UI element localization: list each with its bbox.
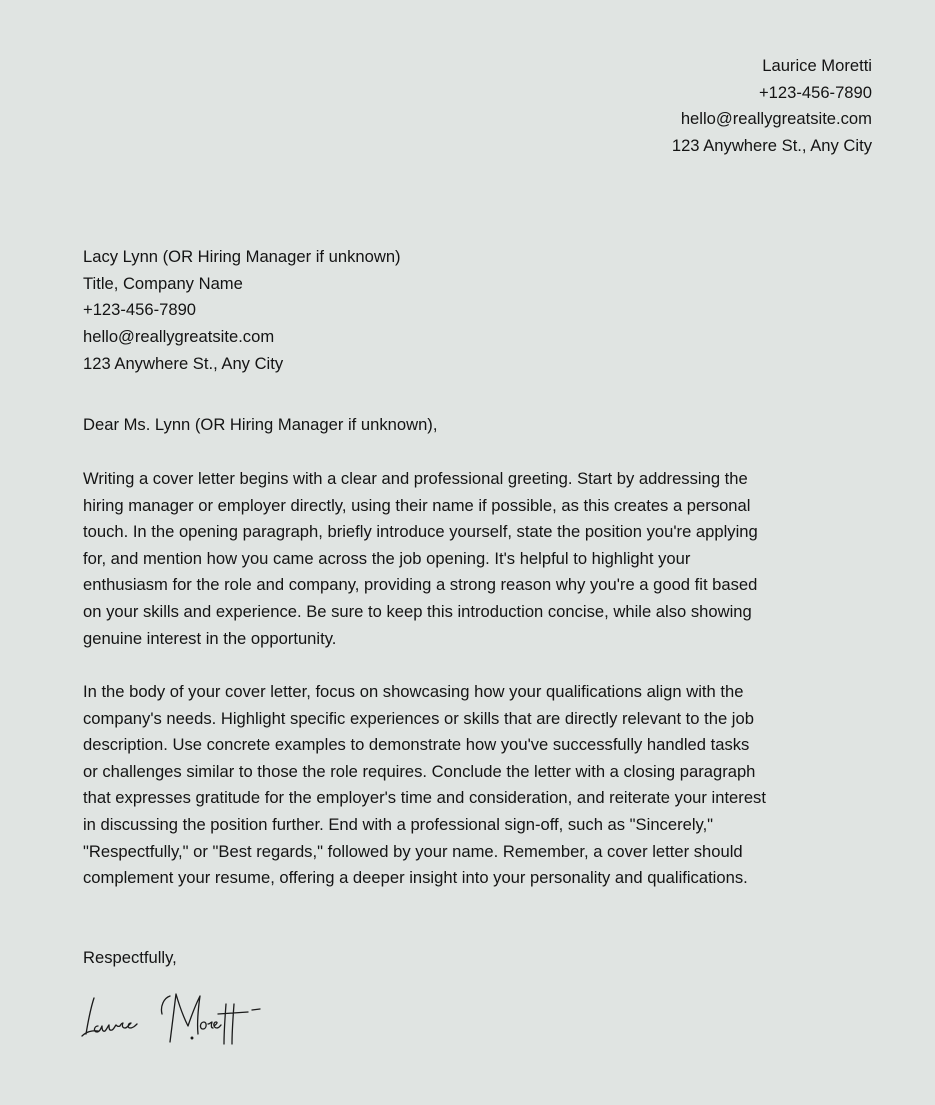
paragraph-line: company's needs. Highlight specific experiences or skills that are directly relevant to the job <box>83 708 754 728</box>
paragraph-line: in discussing the position further. End with a professional sign-off, such as "Sincerely," <box>83 814 714 834</box>
recipient-email: hello@reallygreatsite.com <box>83 327 275 347</box>
recipient-block <box>83 244 401 378</box>
handwritten-signature <box>80 990 270 1050</box>
paragraph-line: genuine interest in the opportunity. <box>83 628 337 648</box>
sender-phone: +123-456-7890 <box>758 82 872 102</box>
recipient-phone: +123-456-7890 <box>83 300 197 320</box>
paragraph-line: "Respectfully," or "Best regards," followed by your name. Remember, a cover letter should <box>83 841 743 861</box>
paragraph-line: description. Use concrete examples to demonstrate how you've successfully handled tasks <box>83 735 750 755</box>
body-paragraph-main <box>83 679 766 892</box>
sender-address: 123 Anywhere St., Any City <box>671 136 872 156</box>
sender-block <box>672 53 872 160</box>
body-paragraph-opening <box>83 466 758 652</box>
recipient-name: Lacy Lynn (OR Hiring Manager if unknown) <box>83 247 401 266</box>
paragraph-line: enthusiasm for the role and company, providing a strong reason why you're a good fit based <box>83 575 758 595</box>
sender-email: hello@reallygreatsite.com <box>680 109 872 129</box>
paragraph-line: or challenges similar to those the role requires. Conclude the letter with a closing paragraph <box>83 761 756 781</box>
paragraph-line: hiring manager or employer directly, using their name if possible, as this creates a personal <box>83 495 751 515</box>
paragraph-line: that expresses gratitude for the employer's time and consideration, and reiterate your interest <box>83 788 766 808</box>
paragraph-line: Writing a cover letter begins with a clear and professional greeting. Start by addressing the <box>83 469 748 488</box>
closing: Respectfully, <box>83 948 177 967</box>
sender-name: Laurice Moretti <box>762 56 872 75</box>
paragraph-line: for, and mention how you came across the job opening. It's helpful to highlight your <box>83 548 691 568</box>
recipient-address: 123 Anywhere St., Any City <box>83 353 284 373</box>
paragraph-line: touch. In the opening paragraph, briefly introduce yourself, state the position you're applying <box>83 522 758 542</box>
paragraph-line: complement your resume, offering a deeper insight into your personality and qualifications. <box>83 868 748 888</box>
paragraph-line: on your skills and experience. Be sure to keep this introduction concise, while also showing <box>83 601 752 621</box>
recipient-title: Title, Company Name <box>83 273 243 293</box>
salutation: Dear Ms. Lynn (OR Hiring Manager if unknown), <box>83 415 438 434</box>
paragraph-line: In the body of your cover letter, focus on showcasing how your qualifications align with the <box>83 682 744 701</box>
